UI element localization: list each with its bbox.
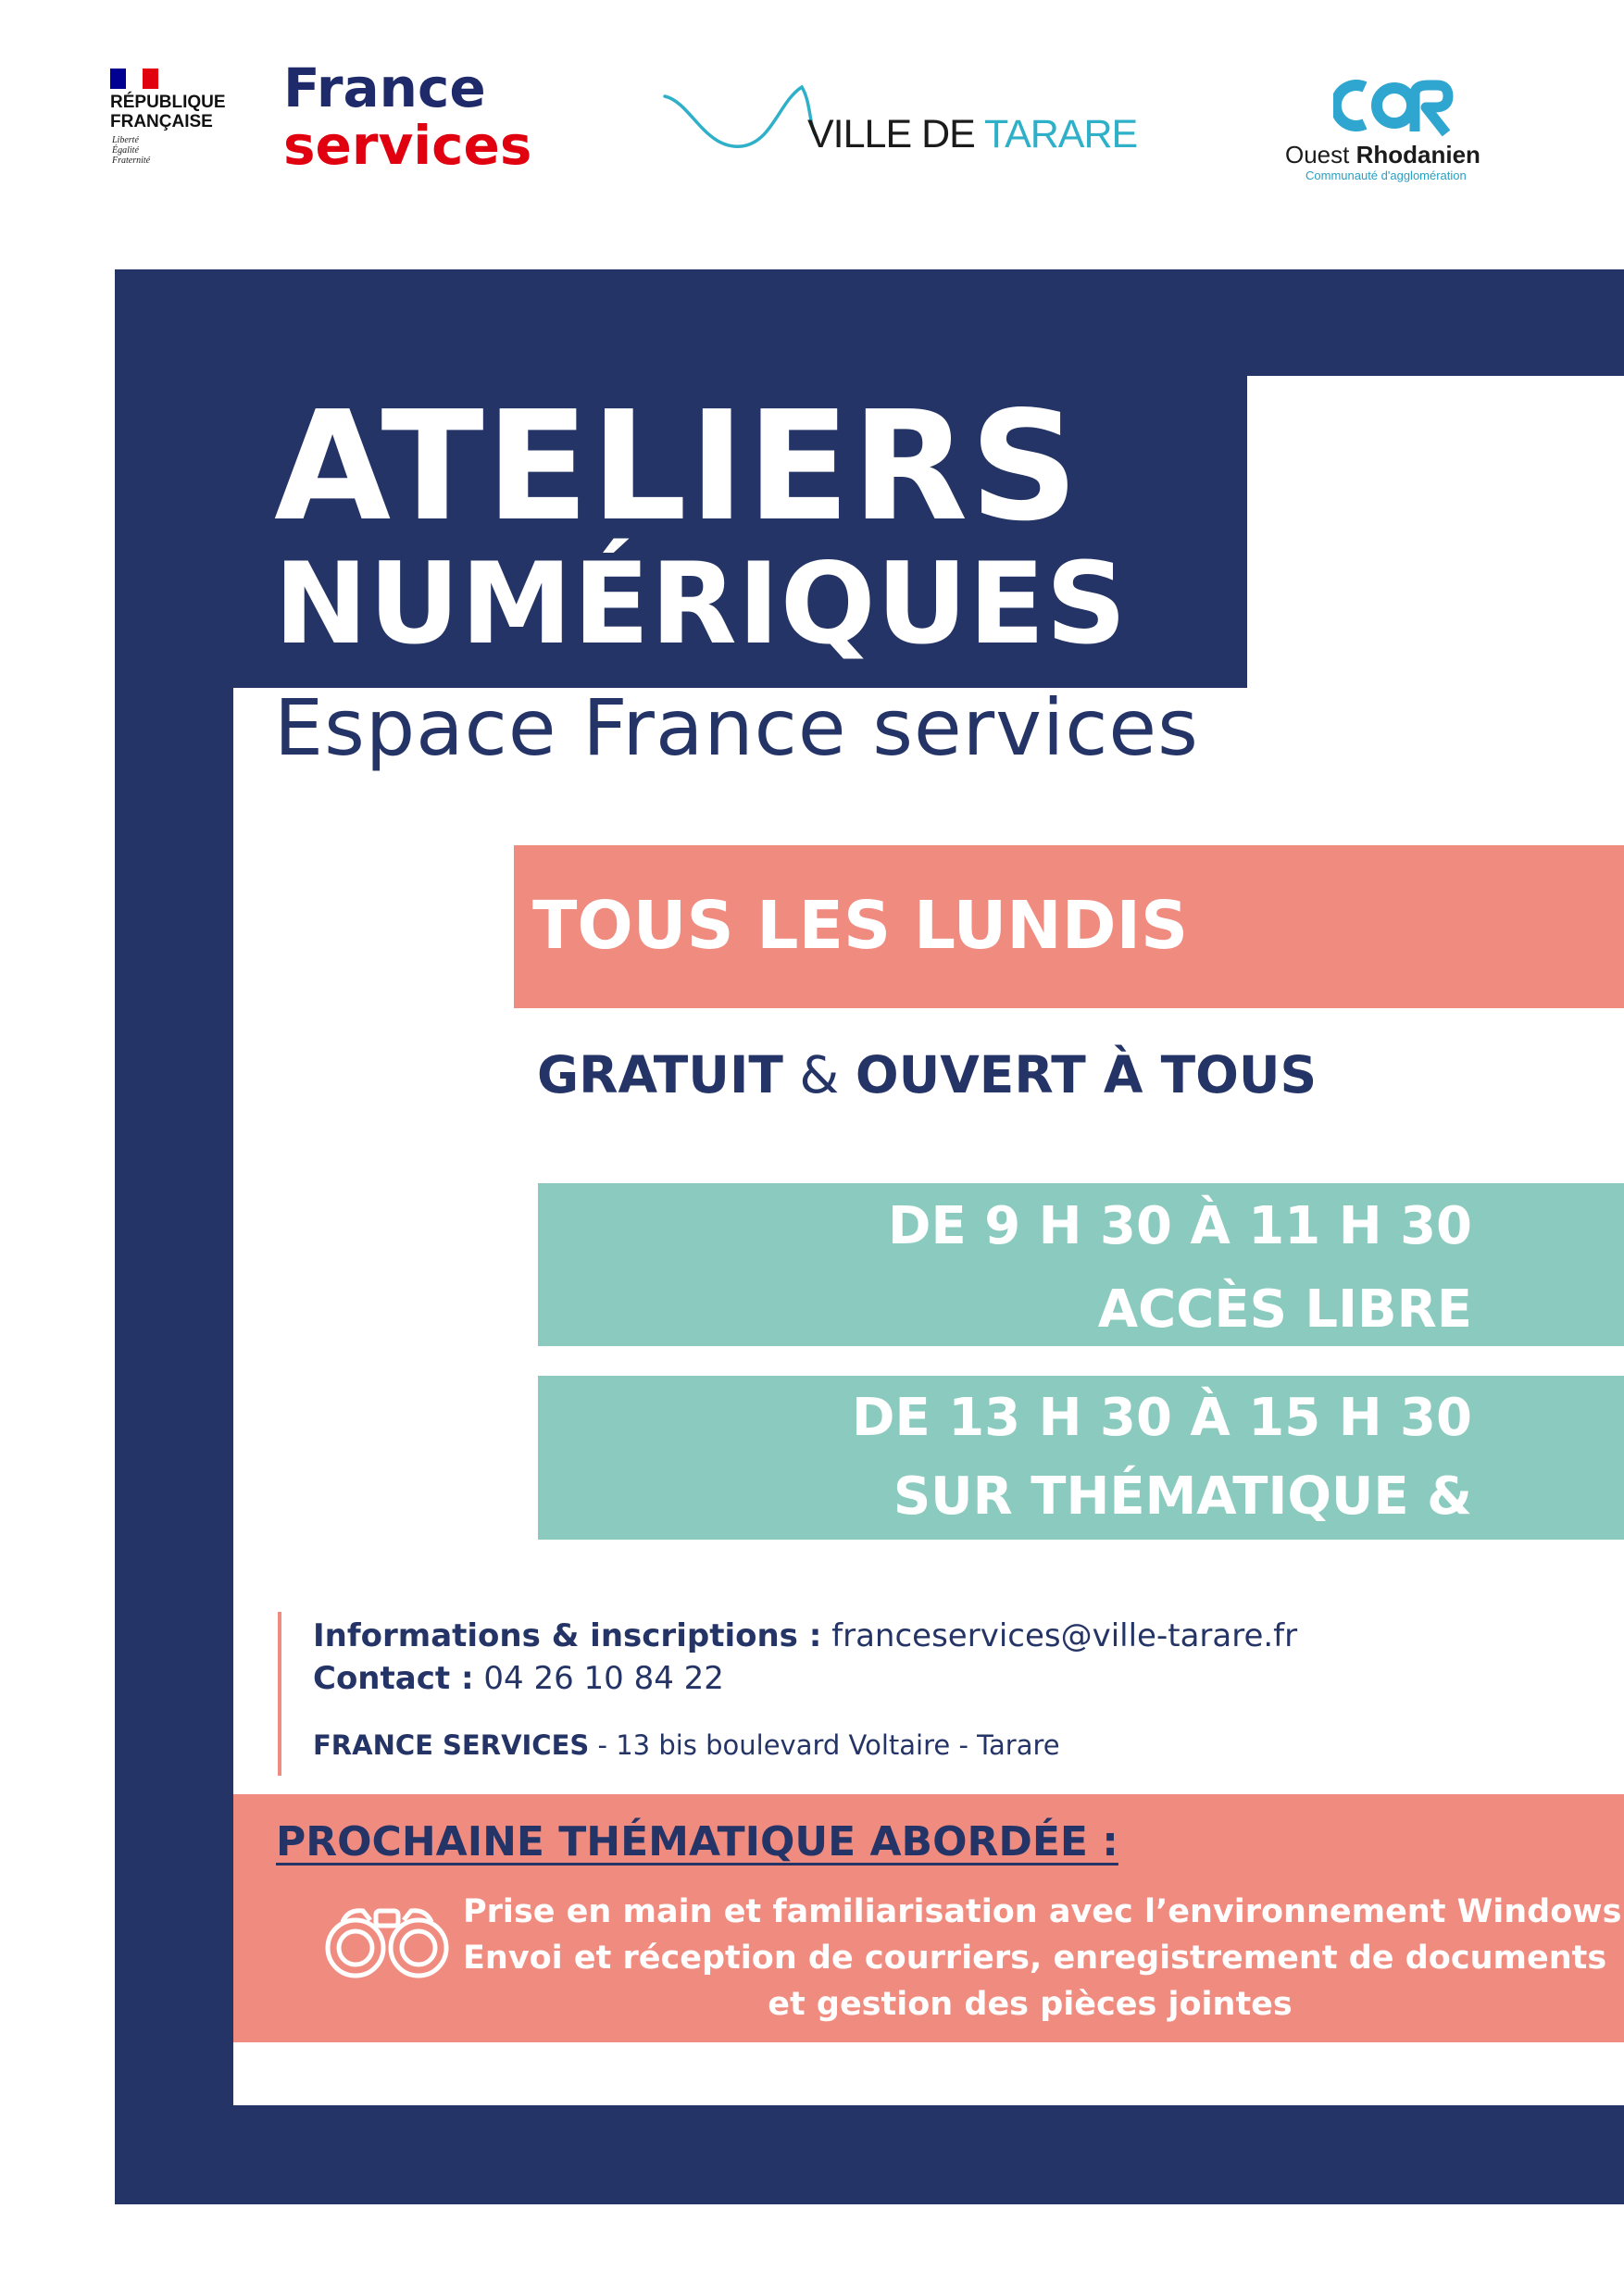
- address-label: FRANCE SERVICES: [313, 1729, 590, 1761]
- ville-de-label: VILLE DE: [807, 112, 984, 156]
- ville-de-tarare-logo: [807, 113, 1137, 156]
- cor-subtitle: Communauté d'agglomération: [1305, 168, 1467, 182]
- next-theme-items: [463, 1889, 1622, 2028]
- subtitle: Espace France services: [274, 682, 1199, 773]
- ville-de-tarare-wave-icon: [663, 83, 825, 157]
- motto-egalite: Égalité: [112, 145, 139, 156]
- address-line: [313, 1726, 1060, 1765]
- title-line-1: ATELIERS: [274, 380, 1081, 555]
- republique-line-1: RÉPUBLIQUE: [110, 93, 226, 112]
- tarare-label: TARARE: [984, 112, 1138, 156]
- france-services-logo-line-1: France: [283, 56, 486, 119]
- title-line-2: NUMÉRIQUES: [274, 539, 1128, 669]
- cor-name: [1285, 141, 1480, 169]
- next-theme-item: Envoi et réception de courriers, enregistrement de documents: [463, 1940, 1607, 1977]
- contact-label: Contact :: [313, 1660, 474, 1697]
- open-label: OUVERT À TOUS: [855, 1045, 1318, 1104]
- morning-slot-description: ACCÈS LIBRE: [1097, 1279, 1472, 1340]
- next-theme-title: PROCHAINE THÉMATIQUE ABORDÉE :: [276, 1818, 1118, 1866]
- france-services-logo: [283, 56, 532, 177]
- republique-francaise-logo: [110, 93, 226, 131]
- republique-francaise-flag: [110, 69, 158, 89]
- ampersand: &: [782, 1045, 856, 1104]
- next-theme-item: Prise en main et familiarisation avec l’environnement Windows: [463, 1893, 1622, 1930]
- contact-phone[interactable]: 04 26 10 84 22: [473, 1660, 724, 1697]
- afternoon-slot-description: SUR THÉMATIQUE & INSCRIPTION: [893, 1466, 1472, 1591]
- contact-divider: [278, 1612, 281, 1776]
- info-email-link[interactable]: franceservices@ville-tarare.fr: [821, 1617, 1298, 1654]
- free-label: GRATUIT: [537, 1045, 783, 1104]
- motto-fraternite: Fraternité: [112, 156, 151, 166]
- motto-liberte: Liberté: [112, 135, 139, 145]
- france-services-logo-line-2: services: [283, 114, 532, 177]
- info-label: Informations & inscriptions :: [313, 1617, 822, 1654]
- info-line: [313, 1615, 1297, 1657]
- morning-slot-time: DE 9 H 30 À 11 H 30: [887, 1196, 1472, 1256]
- afternoon-slot-time: DE 13 H 30 À 15 H 30: [851, 1388, 1472, 1448]
- contact-line: [313, 1657, 724, 1700]
- day-label: TOUS LES LUNDIS: [532, 887, 1189, 964]
- binoculars-icon: [324, 1900, 450, 1983]
- cor-logo-icon: [1333, 76, 1454, 141]
- cor-name-part-1: Ouest: [1285, 141, 1356, 168]
- republique-line-2: FRANÇAISE: [110, 112, 213, 131]
- cor-name-part-2: Rhodanien: [1355, 141, 1480, 168]
- address-value: - 13 bis boulevard Voltaire - Tarare: [589, 1729, 1060, 1761]
- next-theme-item: et gestion des pièces jointes: [768, 1986, 1293, 2023]
- free-open-label: [537, 1044, 1317, 1105]
- republique-motto: [112, 135, 150, 166]
